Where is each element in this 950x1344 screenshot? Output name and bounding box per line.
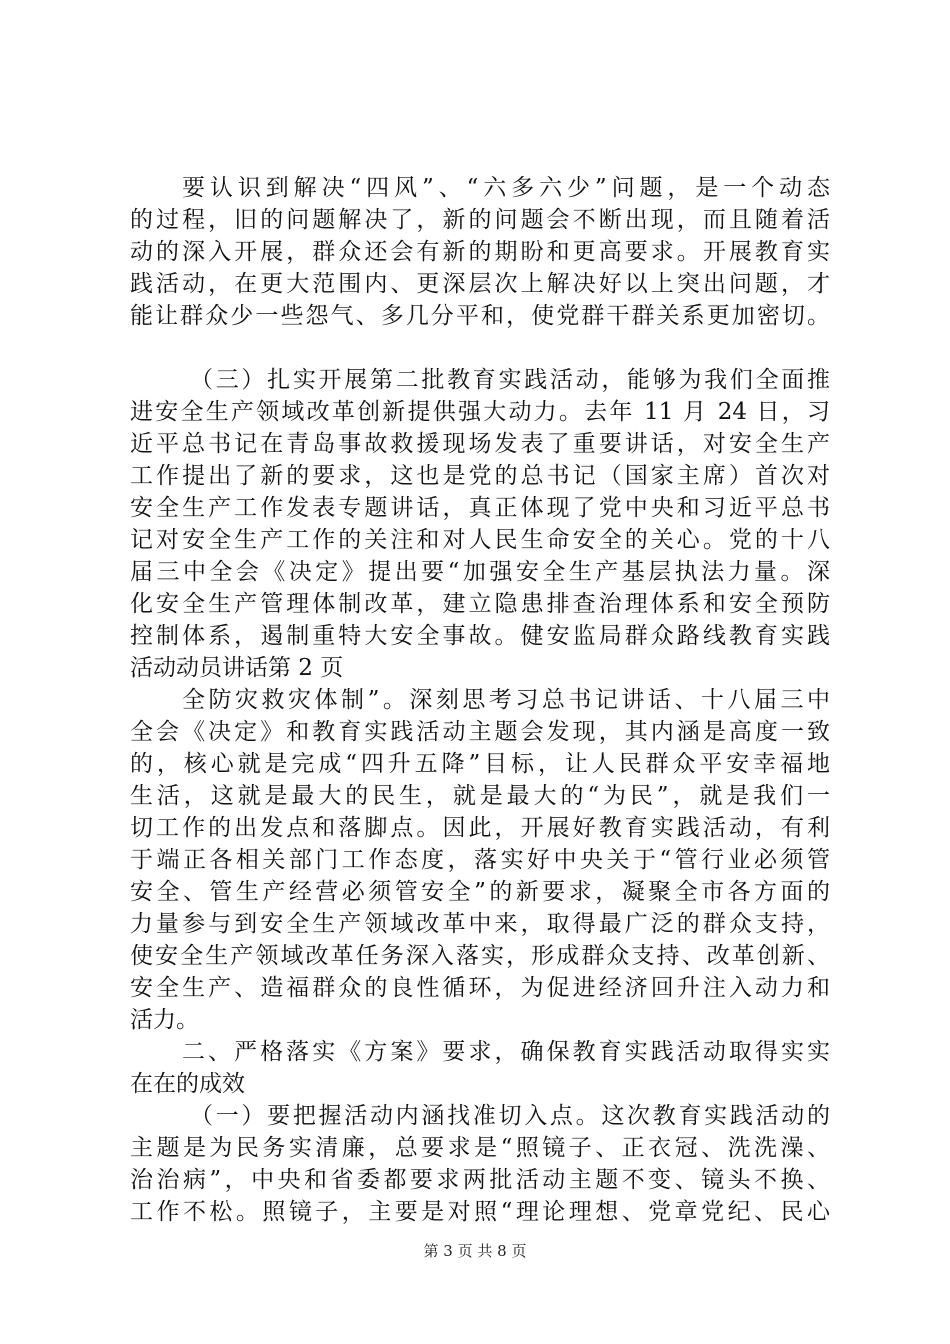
text-line: （一）要把握活动内涵找准切入点。这次教育实践活动的 — [190, 1103, 830, 1129]
text-line: 全会《决定》和教育实践活动主题会发现，其内涵是高度一致 — [130, 719, 830, 745]
text-line: 生活，这就是最大的民生，就是最大的“为民”，就是我们一 — [130, 783, 830, 809]
text-line: 记对安全生产工作的关注和对人民生命安全的关心。党的十八 — [130, 527, 830, 553]
text-line: （三）扎实开展第二批教育实践活动，能够为我们全面推 — [190, 367, 830, 393]
text-line: 安全、管生产经营必须管安全”的新要求，凝聚全市各方面的 — [130, 879, 830, 905]
text-line: 全防灾救灾体制”。深刻思考习总书记讲话、十八届三中 — [182, 687, 830, 713]
paragraph-3 — [130, 684, 830, 1036]
paragraph-spacer — [130, 332, 830, 364]
text-line: 安全生产工作发表专题讲话，真正体现了党中央和习近平总书 — [130, 495, 830, 521]
section-heading-2 — [130, 1036, 830, 1100]
paragraph-2 — [130, 364, 830, 684]
text-line: 使安全生产领域改革任务深入落实，形成群众支持、改革创新、 — [130, 943, 830, 969]
text-line: 届三中全会《决定》提出要“加强安全生产基层执法力量。深 — [130, 559, 830, 585]
text-line: 安全生产、造福群众的良性循环，为促进经济回升注入动力和 — [130, 975, 830, 1001]
paragraph-1 — [130, 172, 830, 332]
text-line: 践活动，在更大范围内、更深层次上解决好以上突出问题，才 — [130, 271, 830, 297]
text-line: 近平总书记在青岛事故救援现场发表了重要讲话，对安全生产 — [130, 431, 830, 457]
page-footer: 第 3 页 共 8 页 — [423, 1242, 527, 1260]
heading-line: 二、严格落实《方案》要求，确保教育实践活动取得实实 — [182, 1039, 830, 1065]
text-line: 要认识到解决“四风”、“六多六少”问题，是一个动态 — [182, 175, 830, 201]
text-line: 活力。 — [130, 1007, 199, 1033]
heading-line: 在在的成效 — [130, 1071, 245, 1097]
text-line: 控制体系，遏制重特大安全事故。健安监局群众路线教育实践 — [130, 623, 830, 649]
text-line: 化安全生产管理体制改革，建立隐患排查治理体系和安全预防 — [130, 591, 830, 617]
text-line: 进安全生产领域改革创新提供强大动力。去年 11 月 24 日，习 — [130, 399, 830, 425]
text-line: 工作提出了新的要求，这也是党的总书记（国家主席）首次对 — [130, 463, 830, 489]
text-line: 的过程，旧的问题解决了，新的问题会不断出现，而且随着活 — [130, 207, 830, 233]
text-line: 于端正各相关部门工作态度，落实好中央关于“管行业必须管 — [130, 847, 830, 873]
text-line: 力量参与到安全生产领域改革中来，取得最广泛的群众支持， — [130, 911, 830, 937]
document-body — [130, 172, 830, 1228]
text-line: 工作不松。照镜子，主要是对照“理论理想、党章党纪、民心 — [130, 1199, 830, 1225]
text-line: 主题是为民务实清廉，总要求是“照镜子、正衣冠、洗洗澡、 — [130, 1135, 830, 1161]
text-line: 活动动员讲话第 2 页 — [130, 655, 344, 681]
text-line: 的，核心就是完成“四升五降”目标，让人民群众平安幸福地 — [130, 751, 830, 777]
text-line: 切工作的出发点和落脚点。因此，开展好教育实践活动，有利 — [130, 815, 830, 841]
text-line: 能让群众少一些怨气、多几分平和，使党群干群关系更加密切。 — [130, 303, 830, 329]
text-line: 治治病”，中央和省委都要求两批活动主题不变、镜头不换、 — [130, 1167, 830, 1193]
paragraph-4 — [130, 1100, 830, 1228]
text-line: 动的深入开展，群众还会有新的期盼和更高要求。开展教育实 — [130, 239, 830, 265]
